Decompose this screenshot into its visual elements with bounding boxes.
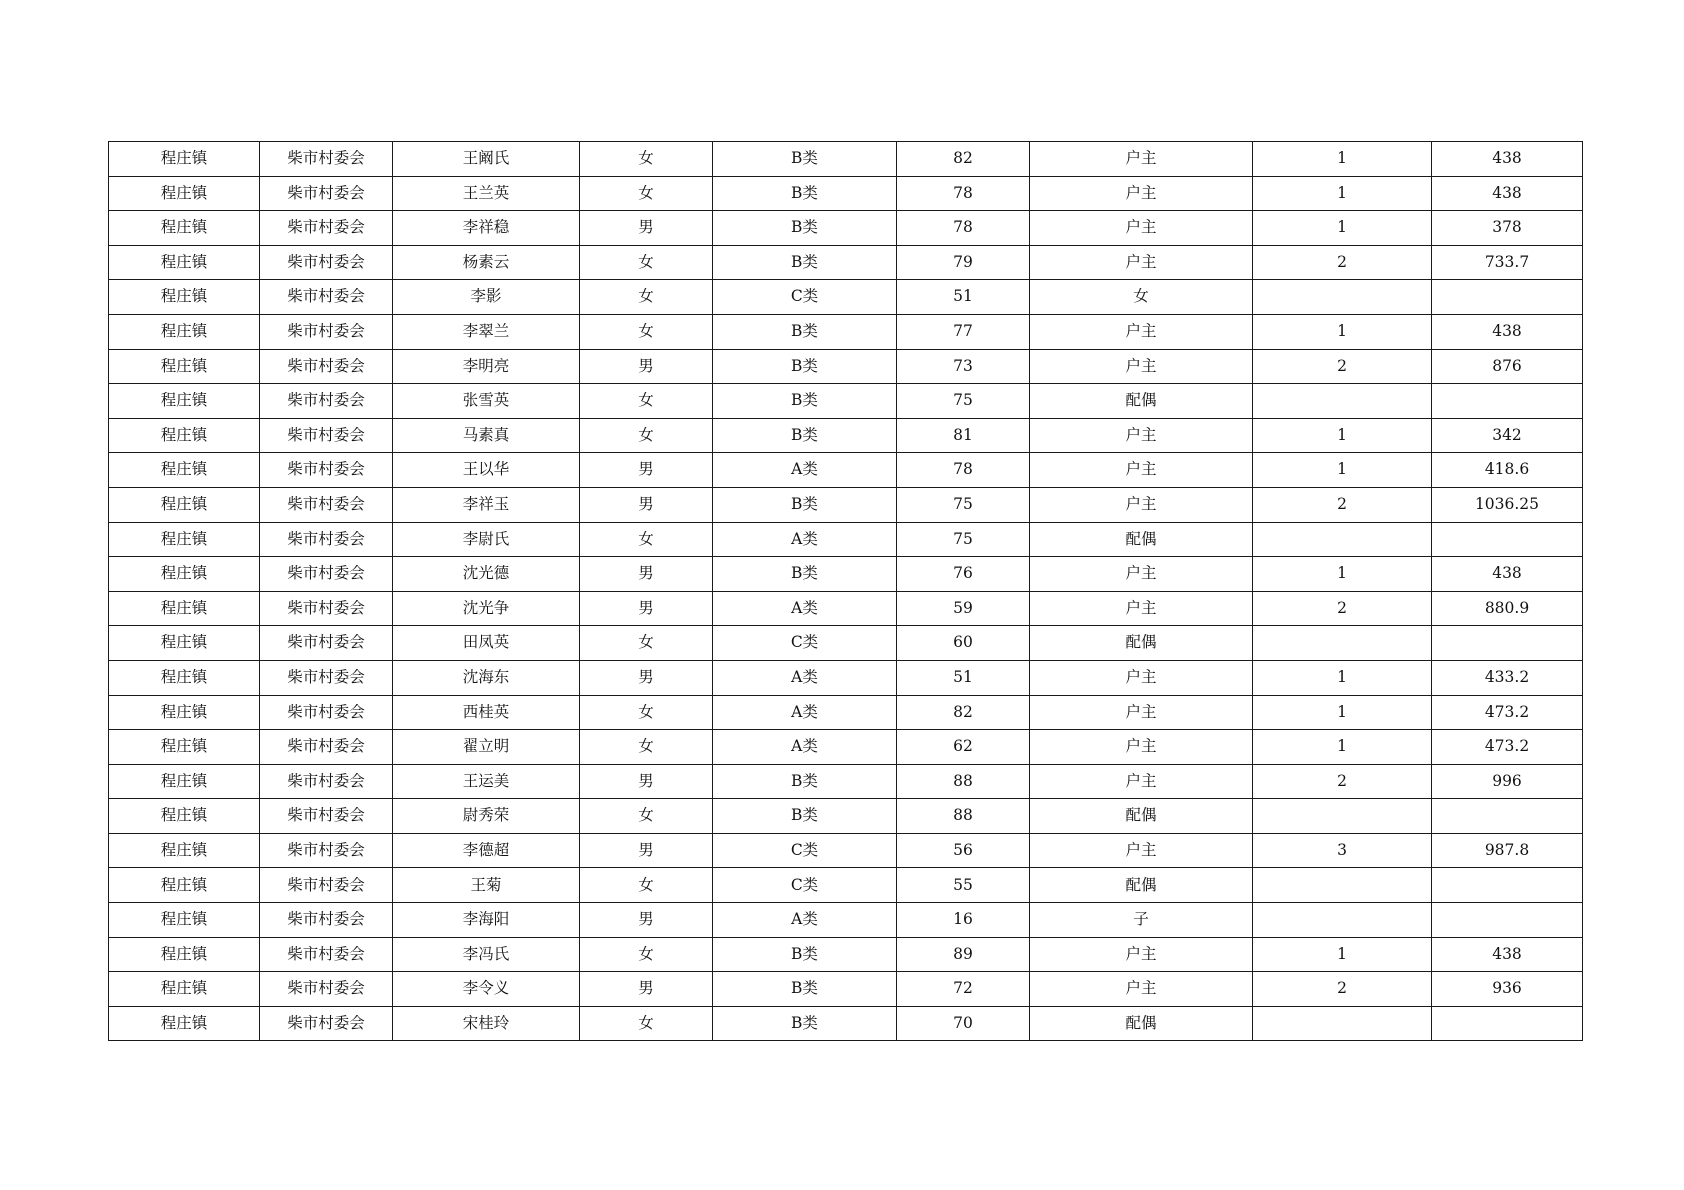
cell-amount	[1432, 903, 1583, 938]
cell-category: A类	[713, 695, 897, 730]
cell-name: 宋桂玲	[393, 1006, 580, 1041]
cell-household-size: 2	[1253, 349, 1432, 384]
cell-household-size	[1253, 799, 1432, 834]
cell-age: 75	[897, 384, 1030, 419]
cell-town: 程庄镇	[109, 280, 260, 315]
cell-relation: 子	[1030, 903, 1253, 938]
cell-village-committee: 柴市村委会	[260, 764, 393, 799]
cell-household-size: 1	[1253, 314, 1432, 349]
cell-town: 程庄镇	[109, 211, 260, 246]
cell-relation: 户主	[1030, 833, 1253, 868]
cell-relation: 户主	[1030, 453, 1253, 488]
cell-gender: 女	[580, 730, 713, 765]
cell-gender: 女	[580, 868, 713, 903]
table-row	[109, 280, 1583, 315]
cell-name: 李令义	[393, 972, 580, 1007]
cell-amount: 342	[1432, 418, 1583, 453]
cell-age: 56	[897, 833, 1030, 868]
cell-age: 55	[897, 868, 1030, 903]
cell-age: 78	[897, 211, 1030, 246]
table-row	[109, 695, 1583, 730]
cell-village-committee: 柴市村委会	[260, 1006, 393, 1041]
cell-gender: 男	[580, 557, 713, 592]
cell-age: 88	[897, 764, 1030, 799]
cell-relation: 户主	[1030, 142, 1253, 177]
cell-name: 李德超	[393, 833, 580, 868]
table-row	[109, 349, 1583, 384]
cell-relation: 女	[1030, 280, 1253, 315]
cell-amount: 876	[1432, 349, 1583, 384]
cell-gender: 男	[580, 211, 713, 246]
cell-amount	[1432, 280, 1583, 315]
cell-category: B类	[713, 384, 897, 419]
cell-name: 田凤英	[393, 626, 580, 661]
cell-amount	[1432, 868, 1583, 903]
cell-amount: 418.6	[1432, 453, 1583, 488]
cell-relation: 户主	[1030, 591, 1253, 626]
cell-relation: 配偶	[1030, 626, 1253, 661]
cell-town: 程庄镇	[109, 660, 260, 695]
cell-amount	[1432, 384, 1583, 419]
cell-town: 程庄镇	[109, 764, 260, 799]
cell-age: 78	[897, 176, 1030, 211]
cell-category: B类	[713, 176, 897, 211]
cell-age: 82	[897, 695, 1030, 730]
cell-town: 程庄镇	[109, 626, 260, 661]
cell-category: A类	[713, 453, 897, 488]
cell-age: 51	[897, 660, 1030, 695]
cell-gender: 女	[580, 799, 713, 834]
cell-gender: 男	[580, 972, 713, 1007]
cell-gender: 女	[580, 522, 713, 557]
cell-household-size: 1	[1253, 557, 1432, 592]
cell-village-committee: 柴市村委会	[260, 487, 393, 522]
cell-village-committee: 柴市村委会	[260, 695, 393, 730]
cell-category: B类	[713, 211, 897, 246]
cell-relation: 配偶	[1030, 868, 1253, 903]
cell-household-size	[1253, 903, 1432, 938]
cell-household-size	[1253, 868, 1432, 903]
cell-name: 李明亮	[393, 349, 580, 384]
cell-age: 72	[897, 972, 1030, 1007]
cell-name: 王阚氏	[393, 142, 580, 177]
table-row	[109, 868, 1583, 903]
cell-relation: 户主	[1030, 695, 1253, 730]
cell-town: 程庄镇	[109, 937, 260, 972]
cell-town: 程庄镇	[109, 833, 260, 868]
cell-amount	[1432, 626, 1583, 661]
cell-relation: 户主	[1030, 937, 1253, 972]
cell-amount: 438	[1432, 937, 1583, 972]
cell-relation: 户主	[1030, 314, 1253, 349]
cell-gender: 男	[580, 349, 713, 384]
cell-category: B类	[713, 314, 897, 349]
cell-household-size: 2	[1253, 487, 1432, 522]
cell-relation: 户主	[1030, 349, 1253, 384]
cell-relation: 户主	[1030, 487, 1253, 522]
cell-amount: 733.7	[1432, 245, 1583, 280]
cell-village-committee: 柴市村委会	[260, 211, 393, 246]
cell-age: 51	[897, 280, 1030, 315]
cell-gender: 女	[580, 314, 713, 349]
cell-relation: 配偶	[1030, 799, 1253, 834]
cell-age: 89	[897, 937, 1030, 972]
cell-relation: 户主	[1030, 176, 1253, 211]
cell-gender: 女	[580, 695, 713, 730]
cell-gender: 男	[580, 833, 713, 868]
cell-amount: 880.9	[1432, 591, 1583, 626]
cell-village-committee: 柴市村委会	[260, 868, 393, 903]
cell-town: 程庄镇	[109, 1006, 260, 1041]
cell-category: A类	[713, 660, 897, 695]
cell-age: 78	[897, 453, 1030, 488]
cell-name: 李海阳	[393, 903, 580, 938]
cell-name: 李影	[393, 280, 580, 315]
cell-household-size: 3	[1253, 833, 1432, 868]
table-row	[109, 557, 1583, 592]
cell-household-size: 2	[1253, 764, 1432, 799]
cell-village-committee: 柴市村委会	[260, 972, 393, 1007]
cell-relation: 配偶	[1030, 522, 1253, 557]
cell-age: 88	[897, 799, 1030, 834]
cell-village-committee: 柴市村委会	[260, 522, 393, 557]
table-row	[109, 418, 1583, 453]
cell-name: 李尉氏	[393, 522, 580, 557]
cell-village-committee: 柴市村委会	[260, 626, 393, 661]
cell-gender: 女	[580, 418, 713, 453]
cell-age: 59	[897, 591, 1030, 626]
cell-name: 王以华	[393, 453, 580, 488]
cell-town: 程庄镇	[109, 972, 260, 1007]
cell-village-committee: 柴市村委会	[260, 176, 393, 211]
cell-household-size: 1	[1253, 730, 1432, 765]
cell-household-size: 2	[1253, 972, 1432, 1007]
cell-relation: 户主	[1030, 245, 1253, 280]
cell-household-size: 1	[1253, 142, 1432, 177]
cell-relation: 户主	[1030, 557, 1253, 592]
cell-village-committee: 柴市村委会	[260, 660, 393, 695]
cell-village-committee: 柴市村委会	[260, 937, 393, 972]
cell-village-committee: 柴市村委会	[260, 833, 393, 868]
table-row	[109, 903, 1583, 938]
cell-gender: 女	[580, 626, 713, 661]
cell-gender: 女	[580, 245, 713, 280]
cell-relation: 配偶	[1030, 384, 1253, 419]
cell-category: A类	[713, 591, 897, 626]
cell-age: 75	[897, 522, 1030, 557]
cell-age: 73	[897, 349, 1030, 384]
cell-household-size: 2	[1253, 245, 1432, 280]
cell-gender: 女	[580, 384, 713, 419]
cell-household-size	[1253, 522, 1432, 557]
cell-village-committee: 柴市村委会	[260, 314, 393, 349]
cell-town: 程庄镇	[109, 591, 260, 626]
cell-town: 程庄镇	[109, 142, 260, 177]
data-table	[108, 141, 1583, 1041]
cell-town: 程庄镇	[109, 868, 260, 903]
cell-name: 王运美	[393, 764, 580, 799]
table-row	[109, 764, 1583, 799]
cell-name: 马素真	[393, 418, 580, 453]
cell-name: 李冯氏	[393, 937, 580, 972]
cell-gender: 女	[580, 142, 713, 177]
cell-gender: 女	[580, 937, 713, 972]
cell-town: 程庄镇	[109, 799, 260, 834]
table-row	[109, 626, 1583, 661]
table-row	[109, 972, 1583, 1007]
cell-village-committee: 柴市村委会	[260, 799, 393, 834]
cell-name: 李祥玉	[393, 487, 580, 522]
cell-town: 程庄镇	[109, 730, 260, 765]
cell-name: 翟立明	[393, 730, 580, 765]
cell-gender: 男	[580, 903, 713, 938]
cell-village-committee: 柴市村委会	[260, 453, 393, 488]
cell-amount: 438	[1432, 142, 1583, 177]
cell-age: 16	[897, 903, 1030, 938]
cell-household-size: 1	[1253, 453, 1432, 488]
cell-amount	[1432, 799, 1583, 834]
cell-relation: 户主	[1030, 730, 1253, 765]
table-row	[109, 176, 1583, 211]
cell-gender: 男	[580, 764, 713, 799]
cell-name: 沈海东	[393, 660, 580, 695]
cell-gender: 男	[580, 660, 713, 695]
cell-household-size: 2	[1253, 591, 1432, 626]
cell-category: C类	[713, 626, 897, 661]
cell-household-size	[1253, 384, 1432, 419]
cell-household-size: 1	[1253, 695, 1432, 730]
cell-village-committee: 柴市村委会	[260, 903, 393, 938]
table-row	[109, 591, 1583, 626]
cell-town: 程庄镇	[109, 903, 260, 938]
cell-category: C类	[713, 280, 897, 315]
table-row	[109, 522, 1583, 557]
cell-age: 60	[897, 626, 1030, 661]
cell-category: B类	[713, 142, 897, 177]
cell-household-size	[1253, 1006, 1432, 1041]
cell-village-committee: 柴市村委会	[260, 557, 393, 592]
cell-age: 76	[897, 557, 1030, 592]
cell-name: 杨素云	[393, 245, 580, 280]
cell-age: 62	[897, 730, 1030, 765]
cell-category: B类	[713, 972, 897, 1007]
cell-household-size: 1	[1253, 937, 1432, 972]
cell-amount: 996	[1432, 764, 1583, 799]
table-row	[109, 245, 1583, 280]
cell-town: 程庄镇	[109, 314, 260, 349]
table-body	[109, 142, 1583, 1041]
table-row	[109, 142, 1583, 177]
cell-town: 程庄镇	[109, 349, 260, 384]
cell-age: 82	[897, 142, 1030, 177]
table-row	[109, 487, 1583, 522]
table-row	[109, 660, 1583, 695]
cell-relation: 户主	[1030, 211, 1253, 246]
cell-category: B类	[713, 245, 897, 280]
cell-amount: 438	[1432, 314, 1583, 349]
cell-category: B类	[713, 349, 897, 384]
cell-town: 程庄镇	[109, 522, 260, 557]
cell-category: C类	[713, 868, 897, 903]
cell-category: B类	[713, 1006, 897, 1041]
cell-gender: 女	[580, 1006, 713, 1041]
cell-age: 77	[897, 314, 1030, 349]
cell-household-size: 1	[1253, 660, 1432, 695]
cell-name: 张雪英	[393, 384, 580, 419]
cell-category: A类	[713, 903, 897, 938]
cell-name: 李祥稳	[393, 211, 580, 246]
cell-name: 王兰英	[393, 176, 580, 211]
table-row	[109, 211, 1583, 246]
cell-amount: 987.8	[1432, 833, 1583, 868]
cell-category: B类	[713, 557, 897, 592]
cell-amount: 438	[1432, 176, 1583, 211]
cell-age: 75	[897, 487, 1030, 522]
cell-age: 70	[897, 1006, 1030, 1041]
table-row	[109, 314, 1583, 349]
cell-category: C类	[713, 833, 897, 868]
cell-amount: 433.2	[1432, 660, 1583, 695]
cell-category: B类	[713, 487, 897, 522]
table-row	[109, 1006, 1583, 1041]
cell-town: 程庄镇	[109, 695, 260, 730]
cell-town: 程庄镇	[109, 453, 260, 488]
cell-amount	[1432, 522, 1583, 557]
cell-village-committee: 柴市村委会	[260, 730, 393, 765]
cell-amount: 936	[1432, 972, 1583, 1007]
cell-relation: 户主	[1030, 660, 1253, 695]
cell-amount: 473.2	[1432, 695, 1583, 730]
cell-relation: 户主	[1030, 972, 1253, 1007]
cell-village-committee: 柴市村委会	[260, 349, 393, 384]
cell-town: 程庄镇	[109, 418, 260, 453]
cell-category: B类	[713, 764, 897, 799]
table-row	[109, 453, 1583, 488]
cell-name: 李翠兰	[393, 314, 580, 349]
cell-household-size: 1	[1253, 176, 1432, 211]
cell-relation: 配偶	[1030, 1006, 1253, 1041]
cell-amount	[1432, 1006, 1583, 1041]
cell-category: B类	[713, 799, 897, 834]
cell-town: 程庄镇	[109, 245, 260, 280]
cell-amount: 473.2	[1432, 730, 1583, 765]
cell-village-committee: 柴市村委会	[260, 142, 393, 177]
cell-village-committee: 柴市村委会	[260, 245, 393, 280]
cell-household-size: 1	[1253, 418, 1432, 453]
cell-village-committee: 柴市村委会	[260, 280, 393, 315]
cell-town: 程庄镇	[109, 557, 260, 592]
cell-age: 79	[897, 245, 1030, 280]
cell-category: B类	[713, 937, 897, 972]
cell-relation: 户主	[1030, 764, 1253, 799]
cell-name: 西桂英	[393, 695, 580, 730]
cell-name: 王菊	[393, 868, 580, 903]
cell-category: B类	[713, 418, 897, 453]
cell-household-size: 1	[1253, 211, 1432, 246]
cell-gender: 男	[580, 591, 713, 626]
cell-gender: 男	[580, 487, 713, 522]
cell-town: 程庄镇	[109, 176, 260, 211]
cell-category: A类	[713, 730, 897, 765]
cell-category: A类	[713, 522, 897, 557]
cell-age: 81	[897, 418, 1030, 453]
cell-town: 程庄镇	[109, 487, 260, 522]
cell-household-size	[1253, 280, 1432, 315]
cell-relation: 户主	[1030, 418, 1253, 453]
cell-village-committee: 柴市村委会	[260, 418, 393, 453]
cell-household-size	[1253, 626, 1432, 661]
cell-gender: 男	[580, 453, 713, 488]
cell-amount: 378	[1432, 211, 1583, 246]
table-row	[109, 937, 1583, 972]
cell-village-committee: 柴市村委会	[260, 591, 393, 626]
cell-name: 沈光德	[393, 557, 580, 592]
cell-town: 程庄镇	[109, 384, 260, 419]
table-row	[109, 730, 1583, 765]
table-row	[109, 384, 1583, 419]
cell-name: 沈光争	[393, 591, 580, 626]
cell-village-committee: 柴市村委会	[260, 384, 393, 419]
table-row	[109, 799, 1583, 834]
cell-gender: 女	[580, 176, 713, 211]
cell-amount: 438	[1432, 557, 1583, 592]
table-row	[109, 833, 1583, 868]
cell-name: 尉秀荣	[393, 799, 580, 834]
cell-gender: 女	[580, 280, 713, 315]
cell-amount: 1036.25	[1432, 487, 1583, 522]
